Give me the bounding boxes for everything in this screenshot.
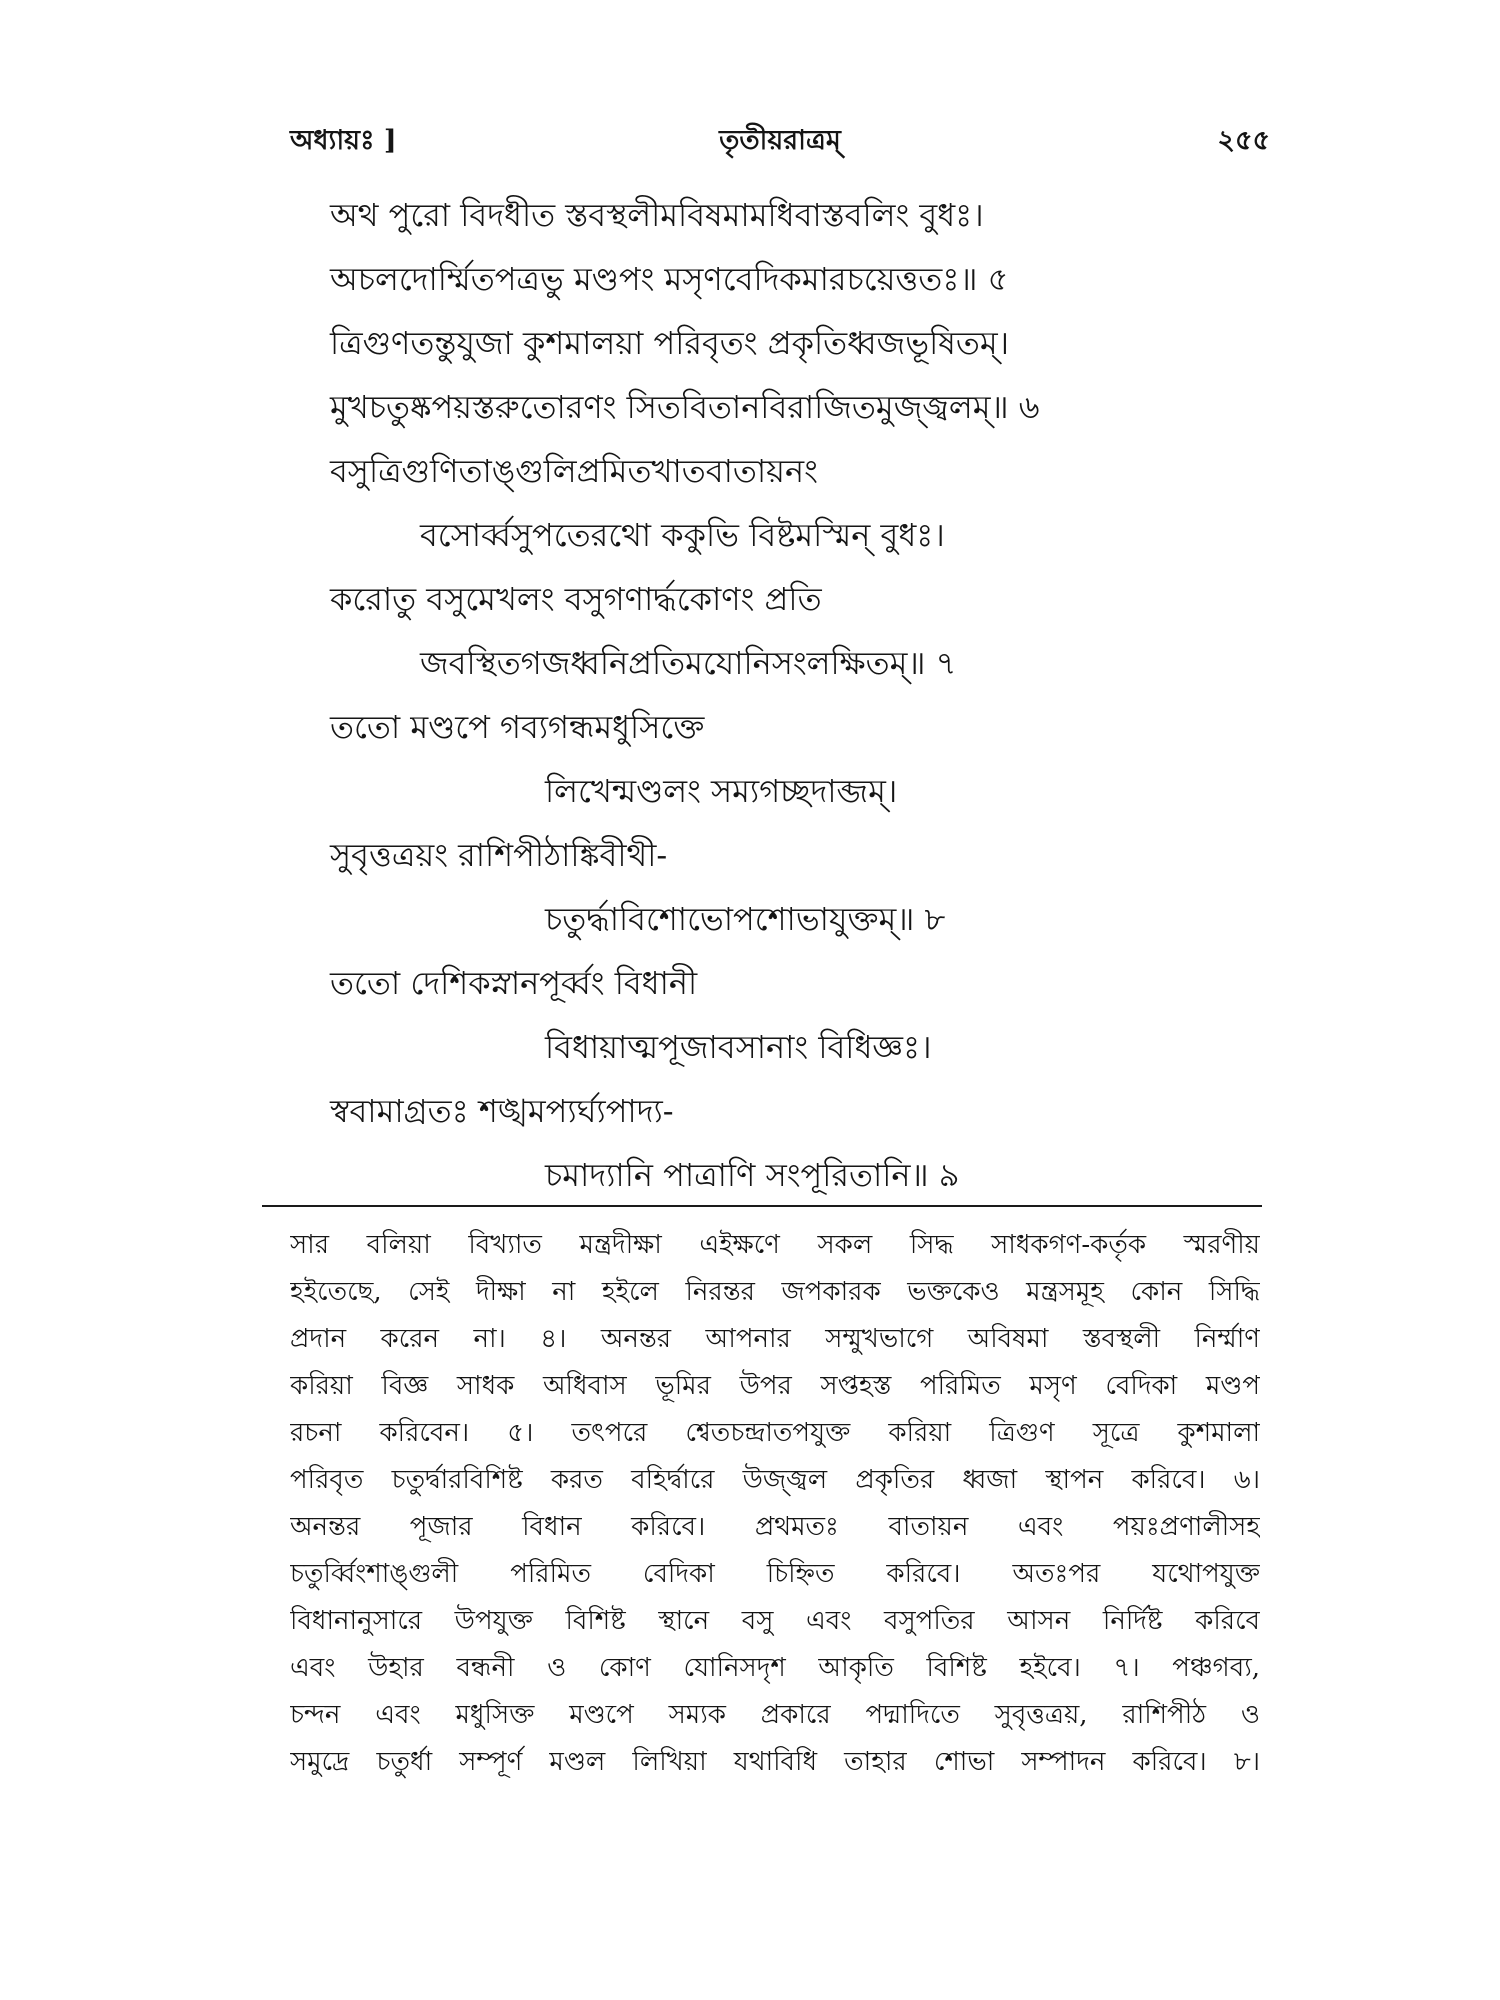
commentary-line: পরিবৃত চতুর্দ্বারবিশিষ্ট করত বহির্দ্বারে উজ্জ্বল প্রকৃতির ধ্বজা স্থাপন করিবে। ৬। xyxy=(290,1465,1260,1495)
verse-line: ততো দেশিকস্নানপূর্ব্বং বিধানী xyxy=(330,964,698,1002)
verse-line: অচলদোর্ম্মিতপত্রভু মণ্ডপং মসৃণবেদিকমারচয়েত্ততঃ॥ ৫ xyxy=(330,260,1009,298)
commentary-line: অনন্তর পূজার বিধান করিবে। প্রথমতঃ বাতায়ন এবং পয়ঃপ্রণালীসহ xyxy=(290,1512,1260,1542)
section-divider xyxy=(262,1205,1262,1207)
section-title: তৃতীয়রাত্রম্ xyxy=(719,125,841,156)
verse-line: সুবৃত্তত্রয়ং রাশিপীঠাঙ্কিবীথী- xyxy=(330,836,668,874)
verse-line: বসোর্ব্বসুপতেরথো ককুভি বিষ্টমস্মিন্ বুধঃ। xyxy=(420,516,945,554)
commentary-line: হইতেছে, সেই দীক্ষা না হইলে নিরন্তর জপকারক ভক্তকেও মন্ত্রসমূহ কোন সিদ্ধি xyxy=(290,1277,1260,1307)
page-number: ২৫৫ xyxy=(1217,125,1270,156)
commentary-line: চতুর্ব্বিংশাঙ্গুলী পরিমিত বেদিকা চিহ্নিত করিবে। অতঃপর যথোপযুক্ত xyxy=(290,1559,1260,1589)
verse-line: জবস্থিতগজধ্বনিপ্রতিমযোনিসংলক্ষিতম্॥ ৭ xyxy=(420,644,957,682)
commentary-line: প্রদান করেন না। ৪। অনন্তর আপনার সম্মুখভাগে অবিষমা স্তবস্থলী নির্ম্মাণ xyxy=(290,1324,1260,1354)
verse-line: লিখেন্মণ্ডলং সম্যগচ্ছদাব্জম্। xyxy=(545,772,898,810)
verse-line: বসুত্রিগুণিতাঙ্গুলিপ্রমিতখাতবাতায়নং xyxy=(330,452,818,490)
verse-line: করোতু বসুমেখলং বসুগণার্দ্ধকোণং প্রতি xyxy=(330,580,822,618)
running-header xyxy=(290,120,1270,170)
verse-line: চতুর্দ্ধাবিশোভোপশোভাযুক্তম্॥ ৮ xyxy=(545,900,946,938)
verse-line: চমাদ্যানি পাত্রাণি সংপূরিতানি॥ ৯ xyxy=(545,1156,960,1194)
commentary-line: সমুদ্রে চতুর্ধা সম্পূর্ণ মণ্ডল লিখিয়া যথাবিধি তাহার শোভা সম্পাদন করিবে। ৮। xyxy=(290,1747,1260,1777)
chapter-label: অধ্যায়ঃ ] xyxy=(290,125,397,156)
commentary-line: চন্দন এবং মধুসিক্ত মণ্ডপে সম্যক প্রকারে পদ্মাদিতে সুবৃত্তত্রয়, রাশিপীঠ ও xyxy=(290,1700,1260,1730)
verse-line: স্ববামাগ্রতঃ শঙ্খমপ্যর্ঘ্যপাদ্য- xyxy=(330,1092,674,1130)
verse-line: ততো মণ্ডপে গব্যগন্ধমধুসিক্তে xyxy=(330,708,705,746)
commentary-line: করিয়া বিজ্ঞ সাধক অধিবাস ভূমির উপর সপ্তহস্ত পরিমিত মসৃণ বেদিকা মণ্ডপ xyxy=(290,1371,1260,1401)
verse-line: ত্রিগুণতন্তুযুজা কুশমালয়া পরিবৃতং প্রকৃতিধ্বজভূষিতম্। xyxy=(330,324,1010,362)
commentary-line: রচনা করিবেন। ৫। তৎপরে শ্বেতচন্দ্রাতপযুক্ত করিয়া ত্রিগুণ সূত্রে কুশমালা xyxy=(290,1418,1260,1448)
commentary-line: বিধানানুসারে উপযুক্ত বিশিষ্ট স্থানে বসু এবং বসুপতির আসন নির্দিষ্ট করিবে xyxy=(290,1606,1260,1636)
commentary-line: সার বলিয়া বিখ্যাত মন্ত্রদীক্ষা এইক্ষণে সকল সিদ্ধ সাধকগণ-কর্তৃক স্মরণীয় xyxy=(290,1230,1260,1260)
commentary-line: এবং উহার বন্ধনী ও কোণ যোনিসদৃশ আকৃতি বিশিষ্ট হইবে। ৭। পঞ্চগব্য, xyxy=(290,1653,1260,1683)
verse-line: মুখচতুষ্কপয়স্তরুতোরণং সিতবিতানবিরাজিতমুজ্জ্বলম্॥ ৬ xyxy=(330,388,1040,426)
verse-line: বিধায়াত্মপূজাবসানাং বিধিজ্ঞঃ। xyxy=(545,1028,932,1066)
verse-line: অথ পুরো বিদধীত স্তবস্থলীমবিষমামধিবাস্তবলিং বুধঃ। xyxy=(330,196,984,234)
